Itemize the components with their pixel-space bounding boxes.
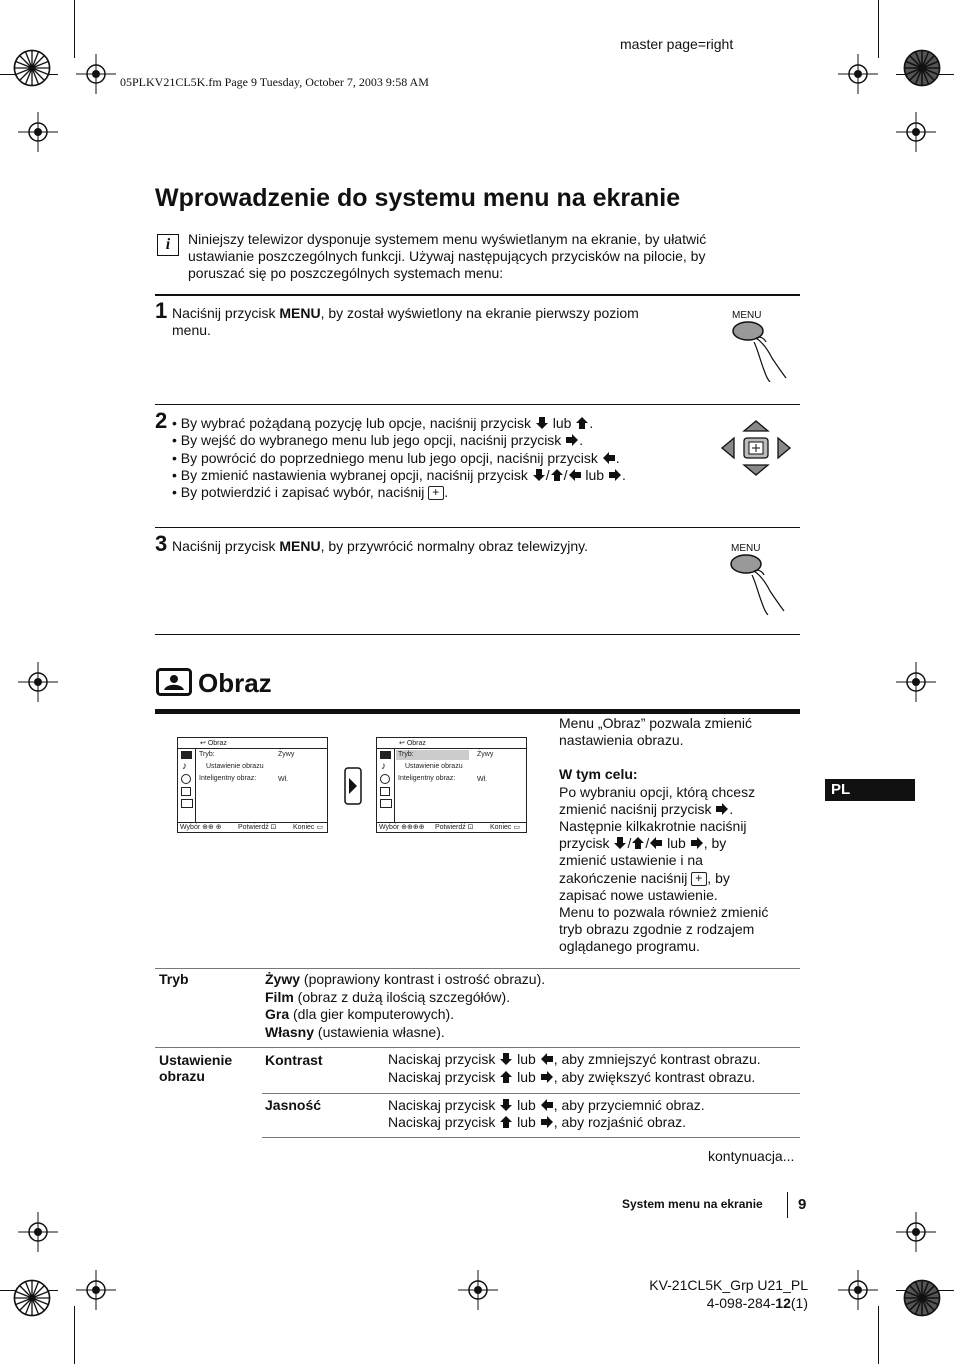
table-cell: Własny (ustawienia własne). [265,1024,445,1040]
arrow-left-icon [649,836,663,850]
divider [155,404,800,405]
registration-mark-icon [896,662,936,702]
arrow-right-icon [540,1070,554,1084]
step-text: , by przywrócić normalny obraz telewizyjny. [320,538,588,554]
screen-footer-end: Koniec ▭ [490,824,520,831]
desc-line: Po wybraniu opcji, którą chcesz [559,783,756,800]
table-sub-label: Kontrast [265,1052,323,1068]
arrow-left-icon [602,451,616,465]
screen-row-label: Tryb: [398,751,414,758]
page-title: Wprowadzenie do systemu menu na ekranie [155,184,681,212]
arrow-down-icon [535,416,549,430]
registration-mark-icon [76,1270,116,1310]
w-tym-celu-heading: W tym celu: [559,766,638,783]
setup-tab-icon [181,799,193,808]
step-number: 2 [155,408,168,433]
channel-tab-icon [380,787,390,796]
info-text [188,231,706,282]
starburst-mark-icon [10,46,54,90]
footer-section: System menu na ekranie [622,1197,763,1211]
arrow-up-icon [550,468,564,482]
arrow-left-icon [540,1052,554,1066]
screen-footer-select: Wybór ⊕⊕⊕⊕ [379,824,425,831]
arrow-right-icon [715,802,729,816]
table-cell: Żywy (poprawiony kontrast i ostrość obrazu). [265,971,546,987]
arrow-right-icon [565,433,579,447]
hand-pressing-menu-icon [726,553,788,615]
table-divider [155,1047,800,1048]
ok-button-icon [691,872,707,886]
desc-line: zapisać nowe ustawienie. [559,886,718,903]
registration-mark-icon [18,1212,58,1252]
desc-line: zakończenie naciśnij + , by [559,870,809,887]
menu-key-label: MENU [279,538,321,554]
screen-row-label: Ustawienie obrazu [405,763,463,770]
file-info: 05PLKV21CL5K.fm Page 9 Tuesday, October 7, 2003 9:58 AM [120,75,429,89]
menu-button-caption: MENU [731,543,761,554]
crop-mark [74,1306,75,1364]
table-cell: Film (obraz z dużą ilością szczegółów). [265,989,511,1005]
registration-mark-icon [18,662,58,702]
arrow-up-icon [499,1115,513,1129]
desc-line: Następnie kilkakrotnie naciśnij [559,818,747,835]
table-divider [155,968,800,969]
table-divider [262,1137,800,1138]
registration-mark-icon [838,54,878,94]
step-1-text [172,305,639,339]
table-row-label: Tryb [159,971,189,987]
screen-row-label: Tryb: [199,751,215,758]
channel-tab-icon [181,787,191,796]
ok-button-icon [428,486,444,500]
screen-header: ↩ Obraz [399,740,426,747]
registration-mark-icon [458,1270,498,1310]
step-bullet: • By potwierdzić i zapisać wybór, naciśnij +. [172,484,448,501]
step-number: 3 [155,531,168,556]
screen-footer-confirm: Potwierdź ⊡ [238,824,277,831]
divider [155,634,800,635]
step-text: , by został wyświetlony na ekranie pierwszy poziom [320,305,639,321]
table-cell: Naciskaj przycisk lub , aby rozjaśnić obraz. [388,1114,687,1130]
menu-screen-preview [177,737,328,833]
screen-header: ↩ Obraz [200,740,227,747]
registration-mark-icon [76,54,116,94]
info-line: ustawianie poszczególnych funkcji. Używaj następujących przycisków na pilocie, by [188,248,706,264]
table-divider [262,1093,800,1094]
step-bullet: • By powrócić do poprzedniego menu lub jego opcji, naciśnij przycisk . [172,450,620,466]
screen-row-value: Wł. [278,776,289,783]
timer-tab-icon [380,774,390,784]
step-3-text [172,538,588,555]
continued-label: kontynuacja... [708,1148,795,1164]
screen-row-value: Żywy [477,751,494,758]
registration-mark-icon [18,112,58,152]
menu-key-label: MENU [279,305,321,321]
arrow-down-icon [613,836,627,850]
arrow-down-icon [499,1098,513,1112]
desc-line: zmienić ustawienie i na [559,852,703,869]
model-code: KV-21CL5K_Grp U21_PL [649,1277,808,1293]
setup-tab-icon [380,799,392,808]
arrow-up-icon [499,1070,513,1084]
desc-line: oglądanego programu. [559,938,700,955]
crop-mark [74,0,75,58]
picture-tab-icon [181,751,192,759]
menu-button-caption: MENU [732,310,762,321]
desc-line: nastawienia obrazu. [559,732,684,749]
navigation-pad-icon [718,418,794,478]
desc-line: zmienić naciśnij przycisk . [559,800,734,817]
screen-row-label: Ustawienie obrazu [206,763,264,770]
step-bullet: • By zmienić nastawienia wybranej opcji, naciśnij przycisk / / lub . [172,467,626,483]
crop-mark [878,0,879,58]
registration-mark-icon [838,1270,878,1310]
registration-mark-icon [896,112,936,152]
thick-divider [155,709,800,714]
timer-tab-icon [181,774,191,784]
sound-tab-icon: ♪ [182,761,187,772]
step-text: Naciśnij przycisk [172,538,280,554]
table-sub-label: Jasność [265,1097,322,1113]
screen-row-label: Inteligentny obraz: [199,775,257,782]
footer-separator [787,1192,788,1218]
divider [155,294,800,296]
starburst-mark-icon [900,46,944,90]
screen-footer-select: Wybór ⊕⊕ ⊕ [180,824,222,831]
desc-line: Menu „Obraz” pozwala zmienić [559,715,752,731]
table-cell: Naciskaj przycisk lub , aby zmniejszyć kontrast obrazu. [388,1051,761,1067]
step-text: menu. [172,322,211,338]
screen-footer-end: Koniec ▭ [293,824,323,831]
arrow-down-icon [532,468,546,482]
step-text: Naciśnij przycisk [172,305,280,321]
screen-row-value: Żywy [278,751,295,758]
divider [155,527,800,528]
arrow-left-icon [568,468,582,482]
hand-pressing-menu-icon [728,320,790,382]
menu-screen-preview-selected [376,737,527,833]
page-number: 9 [798,1196,807,1213]
crop-mark [878,1306,879,1364]
info-icon: i [157,234,179,256]
desc-line: tryb obrazu zgodnie z rodzajem [559,921,755,938]
desc-line: przycisk / / lub , by [559,835,727,852]
arrow-down-icon [499,1052,513,1066]
arrow-right-icon [690,836,704,850]
language-tab: PL [825,779,915,801]
step-bullet: • By wybrać pożądaną pozycję lub opcje, naciśnij przycisk lub . [172,415,594,431]
info-line: poruszać się po poszczególnych systemach menu: [188,265,504,281]
table-cell: Naciskaj przycisk lub , aby zwiększyć kontrast obrazu. [388,1069,756,1085]
registration-mark-icon [896,1212,936,1252]
sound-tab-icon: ♪ [381,761,386,772]
step-number: 1 [155,298,168,323]
info-line: Niniejszy telewizor dysponuje systemem menu wyświetlanym na ekranie, by ułatwić [188,231,707,247]
screen-row-value: Wł. [477,776,488,783]
arrow-up-icon [575,416,589,430]
arrow-right-icon [608,468,622,482]
desc-line: Menu to pozwala również zmienić [559,904,769,921]
arrow-up-icon [631,836,645,850]
arrow-left-icon [540,1098,554,1112]
screen-footer-confirm: Potwierdź ⊡ [435,824,474,831]
screen-row-label: Inteligentny obraz: [398,775,456,782]
master-page-label: master page=right [620,36,734,52]
picture-icon [156,668,192,696]
picture-tab-icon [380,751,391,759]
section-title: Obraz [198,668,272,698]
obraz-description [559,715,809,956]
arrow-right-icon [344,767,362,805]
starburst-mark-icon [10,1276,54,1320]
table-cell: Gra (dla gier komputerowych). [265,1006,455,1022]
table-cell: Naciskaj przycisk lub , aby przyciemnić obraz. [388,1097,705,1113]
table-row-label: Ustawienie obrazu [159,1052,233,1084]
part-number: 4-098-284-12(1) [706,1295,808,1311]
arrow-right-icon [540,1115,554,1129]
starburst-mark-icon [900,1276,944,1320]
step-bullet: • By wejść do wybranego menu lub jego opcji, naciśnij przycisk . [172,432,584,448]
